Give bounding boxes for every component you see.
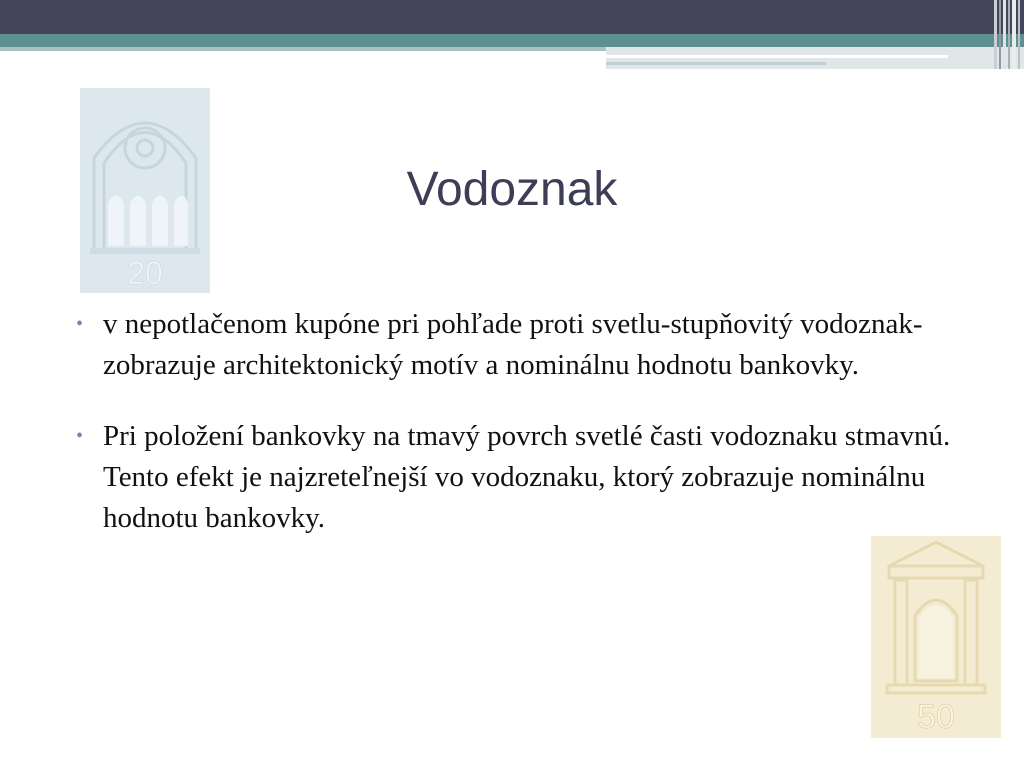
watermark-50-label: 50 [917,698,955,736]
slide-title: Vodoznak [406,163,618,216]
header-dark-bar [0,0,1024,34]
header-teal-band [0,34,1024,47]
bullet-list [72,304,952,539]
bullet-dot-icon: • [76,425,84,447]
bullet-item [72,304,952,386]
watermark-50-image [871,536,1001,738]
bullet-item [72,416,952,539]
header-right-line-2 [606,62,826,65]
bullet-text: Pri položení bankovky na tmavý povrch svetlé časti vodoznaku stmavnú. Tento efekt je najzreteľnejší vo vodoznaku, ktorý zobrazuje nominálnu hodnotu bankovky. [103,420,951,534]
header-right-line [606,55,948,58]
header-right-block [606,47,1024,69]
header-vertical-stripes [994,0,1024,69]
bullet-text: v nepotlačenom kupóne pri pohľade proti svetlu-stupňovitý vodoznak-zobrazuje architektonický motív a nominálnu hodnotu bankovky. [103,308,923,381]
watermark-20-label: 20 [127,255,163,291]
bullet-dot-icon: • [76,313,84,335]
watermark-20-image [80,88,210,293]
